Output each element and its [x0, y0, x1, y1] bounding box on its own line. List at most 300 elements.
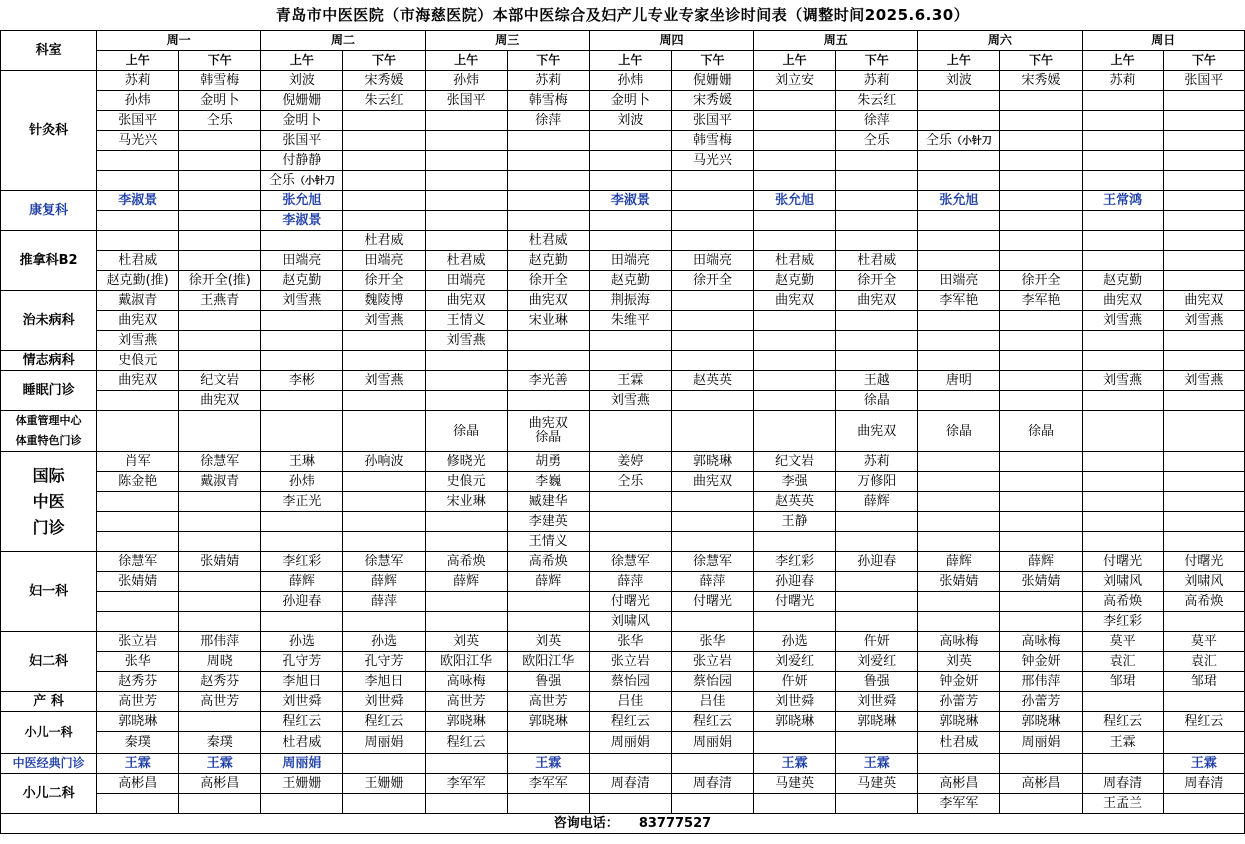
schedule-cell [589, 532, 671, 552]
schedule-cell: 苏莉 [1082, 71, 1163, 91]
am-header: 上午 [1082, 51, 1163, 71]
schedule-cell [836, 191, 918, 211]
schedule-cell: 王霖 [1082, 732, 1163, 754]
schedule-cell: 徐晶 [918, 411, 1000, 452]
schedule-cell [179, 572, 261, 592]
schedule-cell: 徐开全 [1000, 271, 1082, 291]
schedule-cell [754, 331, 836, 351]
pm-header: 下午 [507, 51, 589, 71]
schedule-cell [918, 171, 1000, 191]
schedule-cell [97, 512, 179, 532]
schedule-cell: 孙选 [754, 632, 836, 652]
pm-header: 下午 [1163, 51, 1244, 71]
schedule-cell [425, 191, 507, 211]
schedule-cell: 赵克勤 [261, 271, 343, 291]
schedule-cell: 付曙光 [754, 592, 836, 612]
schedule-cell: 徐萍 [507, 111, 589, 131]
schedule-cell: 徐开全 [836, 271, 918, 291]
schedule-cell: 孙炜 [589, 71, 671, 91]
schedule-cell: 刘雪燕 [1163, 311, 1244, 331]
schedule-cell [425, 794, 507, 814]
schedule-cell: 程红云 [1082, 712, 1163, 732]
schedule-cell: 高彬昌 [97, 774, 179, 794]
schedule-cell: 刘波 [918, 71, 1000, 91]
dept-label: 推拿科B2 [1, 231, 97, 291]
schedule-cell: 田端亮 [671, 251, 753, 271]
schedule-cell [343, 191, 425, 211]
schedule-cell [261, 331, 343, 351]
schedule-cell: 王孟兰 [1082, 794, 1163, 814]
dept-label: 国际 中医 门诊 [1, 452, 97, 552]
schedule-cell [836, 151, 918, 171]
schedule-cell [1163, 391, 1244, 411]
schedule-cell [918, 472, 1000, 492]
schedule-cell [261, 612, 343, 632]
schedule-cell: 高彬昌 [179, 774, 261, 794]
schedule-cell [343, 512, 425, 532]
schedule-cell: 孙响波 [343, 452, 425, 472]
schedule-cell: 杜君威 [343, 231, 425, 251]
schedule-cell [1163, 91, 1244, 111]
schedule-cell: 仝乐 [179, 111, 261, 131]
schedule-cell: 孙迎春 [261, 592, 343, 612]
schedule-cell [918, 311, 1000, 331]
schedule-cell [918, 351, 1000, 371]
schedule-cell [97, 171, 179, 191]
schedule-cell: 刘雪燕 [1163, 371, 1244, 391]
schedule-cell: 李巍 [507, 472, 589, 492]
schedule-cell [343, 211, 425, 231]
schedule-cell: 田端亮 [261, 251, 343, 271]
schedule-cell: 唐明 [918, 371, 1000, 391]
schedule-cell: 刘爱红 [836, 652, 918, 672]
schedule-cell [671, 311, 753, 331]
schedule-cell: 钟金妍 [918, 672, 1000, 692]
schedule-cell: 仵妍 [754, 672, 836, 692]
schedule-cell: 张允旭 [918, 191, 1000, 211]
schedule-cell: 曲宪双 [425, 291, 507, 311]
schedule-cell: 张国平 [97, 111, 179, 131]
schedule-table [0, 30, 1245, 834]
schedule-cell [836, 211, 918, 231]
schedule-cell: 曲宪双 [836, 291, 918, 311]
schedule-cell: 钟金妍 [1000, 652, 1082, 672]
am-header: 上午 [425, 51, 507, 71]
schedule-cell: 李军艳 [918, 291, 1000, 311]
schedule-cell: 张允旭 [261, 191, 343, 211]
dept-label: 妇一科 [1, 552, 97, 632]
schedule-cell [671, 754, 753, 774]
day-header: 周日 [1082, 31, 1244, 51]
schedule-cell: 孙炜 [425, 71, 507, 91]
schedule-cell [836, 572, 918, 592]
schedule-cell: 史俍元 [425, 472, 507, 492]
pm-header: 下午 [671, 51, 753, 71]
schedule-cell: 周春清 [1082, 774, 1163, 794]
schedule-cell: 孙迎春 [754, 572, 836, 592]
schedule-cell [425, 512, 507, 532]
schedule-cell [1163, 131, 1244, 151]
schedule-cell [589, 512, 671, 532]
schedule-cell: 刘雪燕 [343, 371, 425, 391]
schedule-cell: 马建英 [754, 774, 836, 794]
schedule-cell [1163, 794, 1244, 814]
schedule-cell: 孙炜 [261, 472, 343, 492]
dept-label: 中医经典门诊 [1, 754, 97, 774]
schedule-cell: 张华 [97, 652, 179, 672]
schedule-cell [179, 592, 261, 612]
schedule-cell [343, 754, 425, 774]
schedule-cell [1000, 492, 1082, 512]
am-header: 上午 [97, 51, 179, 71]
schedule-cell: 鲁强 [507, 672, 589, 692]
schedule-cell [836, 231, 918, 251]
schedule-cell [261, 231, 343, 251]
schedule-cell [1082, 492, 1163, 512]
schedule-cell: 张立岩 [671, 652, 753, 672]
schedule-cell [261, 794, 343, 814]
schedule-cell: 宋秀媛 [1000, 71, 1082, 91]
schedule-cell [1000, 532, 1082, 552]
schedule-cell [1163, 512, 1244, 532]
schedule-cell [1000, 251, 1082, 271]
am-header: 上午 [589, 51, 671, 71]
page-title: 青岛市中医医院（市海慈医院）本部中医综合及妇产儿专业专家坐诊时间表（调整时间2025.6.30） [275, 6, 970, 24]
schedule-cell [754, 732, 836, 754]
schedule-cell [179, 331, 261, 351]
schedule-cell: 宋秀媛 [671, 91, 753, 111]
schedule-cell: 马光兴 [671, 151, 753, 171]
schedule-cell: 李旭日 [343, 672, 425, 692]
schedule-cell: 郭晓琳 [1000, 712, 1082, 732]
schedule-cell: 仝乐（小针刀 [918, 131, 1000, 151]
schedule-cell: 仝乐 [589, 472, 671, 492]
schedule-cell: 刘爱红 [754, 652, 836, 672]
schedule-cell [179, 171, 261, 191]
schedule-cell [343, 492, 425, 512]
schedule-cell [1163, 111, 1244, 131]
schedule-cell [179, 794, 261, 814]
schedule-cell [754, 351, 836, 371]
schedule-cell [918, 452, 1000, 472]
schedule-cell: 胡勇 [507, 452, 589, 472]
schedule-cell [918, 612, 1000, 632]
schedule-cell: 纪文岩 [754, 452, 836, 472]
schedule-cell: 徐开全 [671, 271, 753, 291]
schedule-cell: 杜君威 [754, 251, 836, 271]
schedule-cell: 宋业琳 [425, 492, 507, 512]
schedule-cell [1082, 171, 1163, 191]
schedule-cell [836, 532, 918, 552]
schedule-cell: 张华 [589, 632, 671, 652]
day-header: 周六 [918, 31, 1082, 51]
schedule-cell: 仝乐 [836, 131, 918, 151]
schedule-cell [754, 411, 836, 452]
schedule-cell [1000, 131, 1082, 151]
schedule-cell [343, 151, 425, 171]
schedule-cell [836, 794, 918, 814]
schedule-cell: 张立岩 [589, 652, 671, 672]
dept-header: 科室 [1, 31, 97, 71]
day-header: 周三 [425, 31, 589, 51]
schedule-cell [754, 171, 836, 191]
schedule-cell [918, 391, 1000, 411]
schedule-cell [754, 532, 836, 552]
schedule-cell: 蔡怡园 [671, 672, 753, 692]
dept-label: 康复科 [1, 191, 97, 231]
schedule-cell: 纪文岩 [179, 371, 261, 391]
schedule-cell [1082, 131, 1163, 151]
schedule-cell [425, 231, 507, 251]
schedule-cell [1163, 692, 1244, 712]
schedule-cell: 王燕青 [179, 291, 261, 311]
schedule-cell: 姜婷 [589, 452, 671, 472]
consult-phone: 83777527 [638, 816, 712, 831]
schedule-cell: 付曙光 [1163, 552, 1244, 572]
schedule-cell: 韩雪梅 [179, 71, 261, 91]
schedule-cell: 曲宪双 [754, 291, 836, 311]
schedule-cell: 高世芳 [507, 692, 589, 712]
schedule-cell: 莫平 [1082, 632, 1163, 652]
schedule-cell [918, 492, 1000, 512]
schedule-cell: 刘啸风 [1082, 572, 1163, 592]
schedule-cell [507, 131, 589, 151]
schedule-cell: 徐晶 [1000, 411, 1082, 452]
schedule-cell [1000, 311, 1082, 331]
schedule-cell: 徐开全 [507, 271, 589, 291]
schedule-cell: 周春清 [589, 774, 671, 794]
schedule-cell [97, 532, 179, 552]
schedule-cell [754, 131, 836, 151]
schedule-cell [1163, 472, 1244, 492]
schedule-cell [507, 794, 589, 814]
schedule-cell: 赵秀芬 [97, 672, 179, 692]
dept-label: 针灸科 [1, 71, 97, 191]
schedule-cell: 徐慧军 [589, 552, 671, 572]
schedule-cell [1082, 151, 1163, 171]
schedule-cell: 曲宪双 [97, 311, 179, 331]
schedule-cell [1000, 191, 1082, 211]
schedule-cell: 刘啸风 [1163, 572, 1244, 592]
schedule-cell: 修晓光 [425, 452, 507, 472]
schedule-cell: 杜君威 [836, 251, 918, 271]
schedule-cell [179, 231, 261, 251]
schedule-cell [671, 351, 753, 371]
schedule-cell: 魏陵博 [343, 291, 425, 311]
schedule-cell: 郭晓琳 [97, 712, 179, 732]
schedule-cell: 薛辉 [507, 572, 589, 592]
schedule-cell [1163, 732, 1244, 754]
schedule-cell [261, 532, 343, 552]
schedule-cell [1000, 171, 1082, 191]
schedule-cell: 高世芳 [97, 692, 179, 712]
schedule-cell: 刘英 [425, 632, 507, 652]
day-header: 周一 [97, 31, 261, 51]
schedule-cell [425, 171, 507, 191]
schedule-cell [507, 351, 589, 371]
schedule-cell [97, 151, 179, 171]
schedule-cell [671, 794, 753, 814]
schedule-cell: 孙炜 [97, 91, 179, 111]
schedule-cell [97, 592, 179, 612]
schedule-cell: 李光善 [507, 371, 589, 391]
schedule-cell [754, 91, 836, 111]
schedule-cell: 宋业琳 [507, 311, 589, 331]
schedule-cell: 韩雪梅 [507, 91, 589, 111]
schedule-cell [179, 311, 261, 331]
schedule-cell: 王姗姗 [261, 774, 343, 794]
schedule-cell: 周春清 [1163, 774, 1244, 794]
schedule-cell: 高希焕 [425, 552, 507, 572]
schedule-cell: 郭晓琳 [754, 712, 836, 732]
schedule-cell [1082, 532, 1163, 552]
schedule-cell: 高咏梅 [918, 632, 1000, 652]
schedule-cell [1163, 331, 1244, 351]
schedule-cell: 杜君威 [918, 732, 1000, 754]
schedule-cell [1082, 452, 1163, 472]
schedule-cell [1082, 111, 1163, 131]
schedule-cell: 徐萍 [836, 111, 918, 131]
schedule-cell [507, 171, 589, 191]
schedule-cell: 孙蕾芳 [918, 692, 1000, 712]
schedule-cell [1000, 452, 1082, 472]
schedule-cell [425, 592, 507, 612]
schedule-cell: 陈金艳 [97, 472, 179, 492]
schedule-cell [918, 231, 1000, 251]
schedule-cell: 王静 [754, 512, 836, 532]
schedule-cell: 刘世舜 [754, 692, 836, 712]
schedule-cell [836, 592, 918, 612]
schedule-cell: 戴淑青 [179, 472, 261, 492]
schedule-cell: 王霖 [589, 371, 671, 391]
schedule-cell [918, 211, 1000, 231]
schedule-cell [918, 754, 1000, 774]
schedule-cell [671, 331, 753, 351]
schedule-cell [507, 732, 589, 754]
schedule-cell: 张国平 [425, 91, 507, 111]
schedule-cell: 马光兴 [97, 131, 179, 151]
schedule-cell [918, 251, 1000, 271]
schedule-cell [836, 311, 918, 331]
schedule-cell: 王霖 [1163, 754, 1244, 774]
schedule-cell [507, 612, 589, 632]
schedule-cell [1082, 512, 1163, 532]
schedule-cell: 赵克勤 [754, 271, 836, 291]
schedule-cell: 肖军 [97, 452, 179, 472]
schedule-cell [671, 191, 753, 211]
schedule-cell: 曲宪双 [836, 411, 918, 452]
schedule-cell [425, 532, 507, 552]
schedule-cell [97, 391, 179, 411]
schedule-cell [425, 754, 507, 774]
schedule-cell: 高世芳 [425, 692, 507, 712]
schedule-cell [425, 391, 507, 411]
schedule-cell: 孙迎春 [836, 552, 918, 572]
schedule-cell: 刘世舜 [261, 692, 343, 712]
schedule-cell: 曲宪双 [1163, 291, 1244, 311]
schedule-cell [1082, 91, 1163, 111]
schedule-cell [1000, 231, 1082, 251]
schedule-cell: 王常鸿 [1082, 191, 1163, 211]
schedule-cell: 苏莉 [97, 71, 179, 91]
schedule-cell: 李建英 [507, 512, 589, 532]
schedule-cell [836, 512, 918, 532]
schedule-cell: 金明卜 [589, 91, 671, 111]
day-header: 周二 [261, 31, 425, 51]
schedule-cell [671, 612, 753, 632]
schedule-cell: 宋秀媛 [343, 71, 425, 91]
schedule-cell: 邹珺 [1082, 672, 1163, 692]
schedule-cell: 田端亮 [589, 251, 671, 271]
schedule-cell [179, 492, 261, 512]
schedule-cell: 张国平 [261, 131, 343, 151]
schedule-cell: 程红云 [425, 732, 507, 754]
schedule-cell: 刘世舜 [343, 692, 425, 712]
am-header: 上午 [918, 51, 1000, 71]
schedule-cell: 李红彩 [1082, 612, 1163, 632]
schedule-cell: 曲宪双 徐晶 [507, 411, 589, 452]
schedule-cell: 赵克勤(推) [97, 271, 179, 291]
schedule-cell: 李军军 [507, 774, 589, 794]
schedule-cell [261, 411, 343, 452]
schedule-cell: 刘雪燕 [589, 391, 671, 411]
schedule-cell [836, 171, 918, 191]
schedule-cell: 程红云 [671, 712, 753, 732]
schedule-cell: 鲁强 [836, 672, 918, 692]
schedule-cell [1163, 191, 1244, 211]
schedule-cell: 刘世舜 [836, 692, 918, 712]
schedule-cell [1082, 472, 1163, 492]
schedule-cell [1000, 351, 1082, 371]
schedule-cell [343, 171, 425, 191]
schedule-cell: 朱云红 [836, 91, 918, 111]
schedule-cell: 仝乐（小针刀 [261, 171, 343, 191]
schedule-cell: 张国平 [671, 111, 753, 131]
schedule-cell: 徐开全 [343, 271, 425, 291]
schedule-cell [1163, 271, 1244, 291]
schedule-cell [179, 211, 261, 231]
schedule-cell: 高世芳 [179, 692, 261, 712]
schedule-cell: 欧阳江华 [507, 652, 589, 672]
schedule-cell: 薛辉 [343, 572, 425, 592]
dept-label: 睡眠门诊 [1, 371, 97, 411]
schedule-cell: 王霖 [179, 754, 261, 774]
schedule-cell: 莫平 [1163, 632, 1244, 652]
schedule-cell: 李淑景 [261, 211, 343, 231]
schedule-cell: 田端亮 [343, 251, 425, 271]
schedule-cell [918, 91, 1000, 111]
schedule-cell [1000, 592, 1082, 612]
small-needle-tag: （小针刀 [294, 175, 335, 187]
schedule-cell [343, 472, 425, 492]
schedule-cell [343, 532, 425, 552]
schedule-cell [343, 612, 425, 632]
schedule-cell: 刘啸风 [589, 612, 671, 632]
schedule-cell [343, 411, 425, 452]
schedule-cell: 欧阳江华 [425, 652, 507, 672]
schedule-cell [671, 411, 753, 452]
schedule-cell: 徐晶 [425, 411, 507, 452]
schedule-cell: 邢伟萍 [1000, 672, 1082, 692]
schedule-cell: 王情义 [507, 532, 589, 552]
schedule-cell: 李淑景 [97, 191, 179, 211]
dept-label: 小儿二科 [1, 774, 97, 814]
schedule-cell: 高咏梅 [1000, 632, 1082, 652]
schedule-cell: 秦璞 [179, 732, 261, 754]
schedule-cell [1163, 231, 1244, 251]
schedule-cell [425, 351, 507, 371]
schedule-cell [425, 131, 507, 151]
